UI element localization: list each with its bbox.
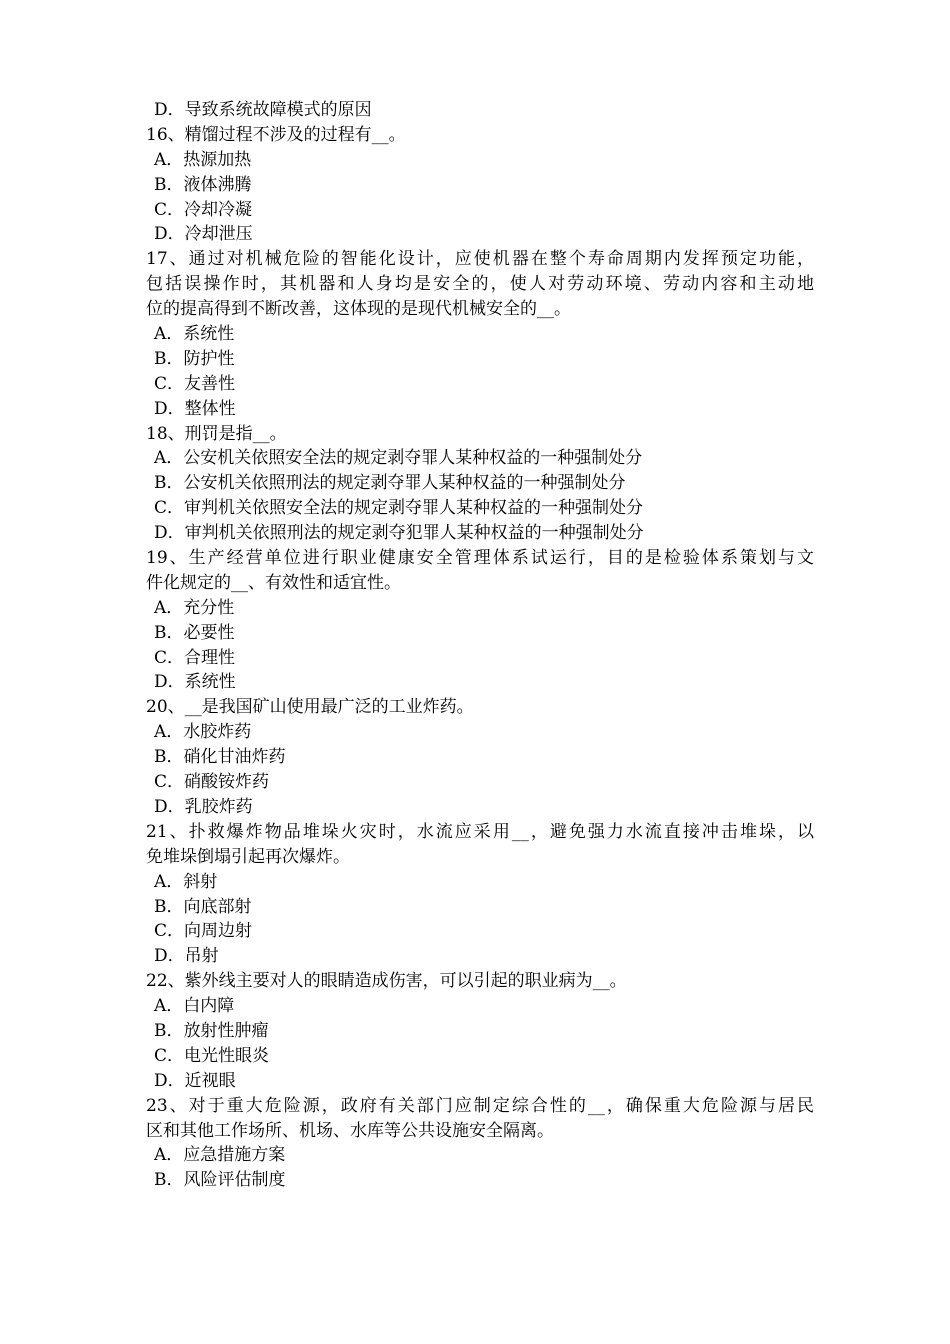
answer-option-line: C．硝酸铵炸药 [154, 772, 270, 793]
answer-option-line: D．系统性 [154, 672, 236, 693]
answer-option-line: D．整体性 [154, 398, 236, 419]
answer-option-line: B．放射性肿瘤 [154, 1020, 269, 1041]
answer-option-line: C．电光性眼炎 [154, 1045, 270, 1066]
answer-option-line: A．公安机关依照安全法的规定剥夺罪人某种权益的一种强制处分 [154, 448, 643, 469]
answer-option-line: A．充分性 [154, 597, 235, 618]
answer-option-line: D．冷却泄压 [154, 224, 253, 245]
exam-question-text-block [146, 98, 814, 1193]
answer-option-line: C．友善性 [154, 373, 236, 394]
question-text-line: 23、对于重大危险源，政府有关部门应制定综合性的__，确保重大危险源与居民 [146, 1095, 814, 1116]
answer-option-line: A．水胶炸药 [154, 722, 252, 743]
answer-option-line: A．斜射 [154, 871, 218, 892]
answer-option-line: D．审判机关依照刑法的规定剥夺犯罪人某种权益的一种强制处分 [154, 523, 644, 544]
answer-option-line: B．液体沸腾 [154, 174, 252, 195]
answer-option-line: B．必要性 [154, 622, 235, 643]
answer-option-line: D．导致系统故障模式的原因 [154, 100, 372, 120]
question-text-line: 18、刑罚是指__。 [146, 423, 287, 444]
answer-option-line: D．近视眼 [154, 1070, 236, 1091]
question-text-line: 20、__是我国矿山使用最广泛的工业炸药。 [146, 697, 474, 718]
answer-option-line: A．热源加热 [154, 149, 252, 170]
question-text-line: 16、精馏过程不涉及的过程有__。 [146, 124, 406, 145]
question-text-line: 22、紫外线主要对人的眼睛造成伤害，可以引起的职业病为__。 [146, 971, 627, 992]
answer-option-line: B．防护性 [154, 348, 235, 369]
answer-option-line: B．公安机关依照刑法的规定剥夺罪人某种权益的一种强制处分 [154, 473, 626, 494]
answer-option-line: D．吊射 [154, 946, 219, 967]
answer-option-line: A．应急措施方案 [154, 1145, 286, 1166]
answer-option-line: C．冷却冷凝 [154, 199, 253, 220]
question-text-line: 包括误操作时，其机器和人身均是安全的，使人对劳动环境、劳动内容和主动地 [146, 274, 814, 295]
answer-option-line: C．向周边射 [154, 921, 253, 942]
answer-option-line: B．硝化甘油炸药 [154, 747, 286, 768]
question-text-line: 19、生产经营单位进行职业健康安全管理体系试运行，目的是检验体系策划与文 [146, 548, 814, 569]
question-text-line: 件化规定的__、有效性和适宜性。 [146, 572, 401, 593]
answer-option-line: C．审判机关依照安全法的规定剥夺罪人某种权益的一种强制处分 [154, 498, 644, 519]
question-text-line: 区和其他工作场所、机场、水库等公共设施安全隔离。 [146, 1120, 554, 1141]
answer-option-line: B．向底部射 [154, 896, 252, 917]
answer-option-line: A．白内障 [154, 996, 235, 1017]
question-text-line: 位的提高得到不断改善，这体现的是现代机械安全的__。 [146, 299, 571, 320]
question-text-line: 17、通过对机械危险的智能化设计，应使机器在整个寿命周期内发挥预定功能， [146, 249, 814, 270]
question-text-line: 免堆垛倒塌引起再次爆炸。 [146, 846, 350, 867]
question-text-line: 21、扑救爆炸物品堆垛火灾时，水流应采用__，避免强力水流直接冲击堆垛，以 [146, 821, 814, 842]
answer-option-line: B．风险评估制度 [154, 1170, 286, 1191]
answer-option-line: C．合理性 [154, 647, 236, 668]
answer-option-line: D．乳胶炸药 [154, 796, 253, 817]
answer-option-line: A．系统性 [154, 324, 235, 345]
